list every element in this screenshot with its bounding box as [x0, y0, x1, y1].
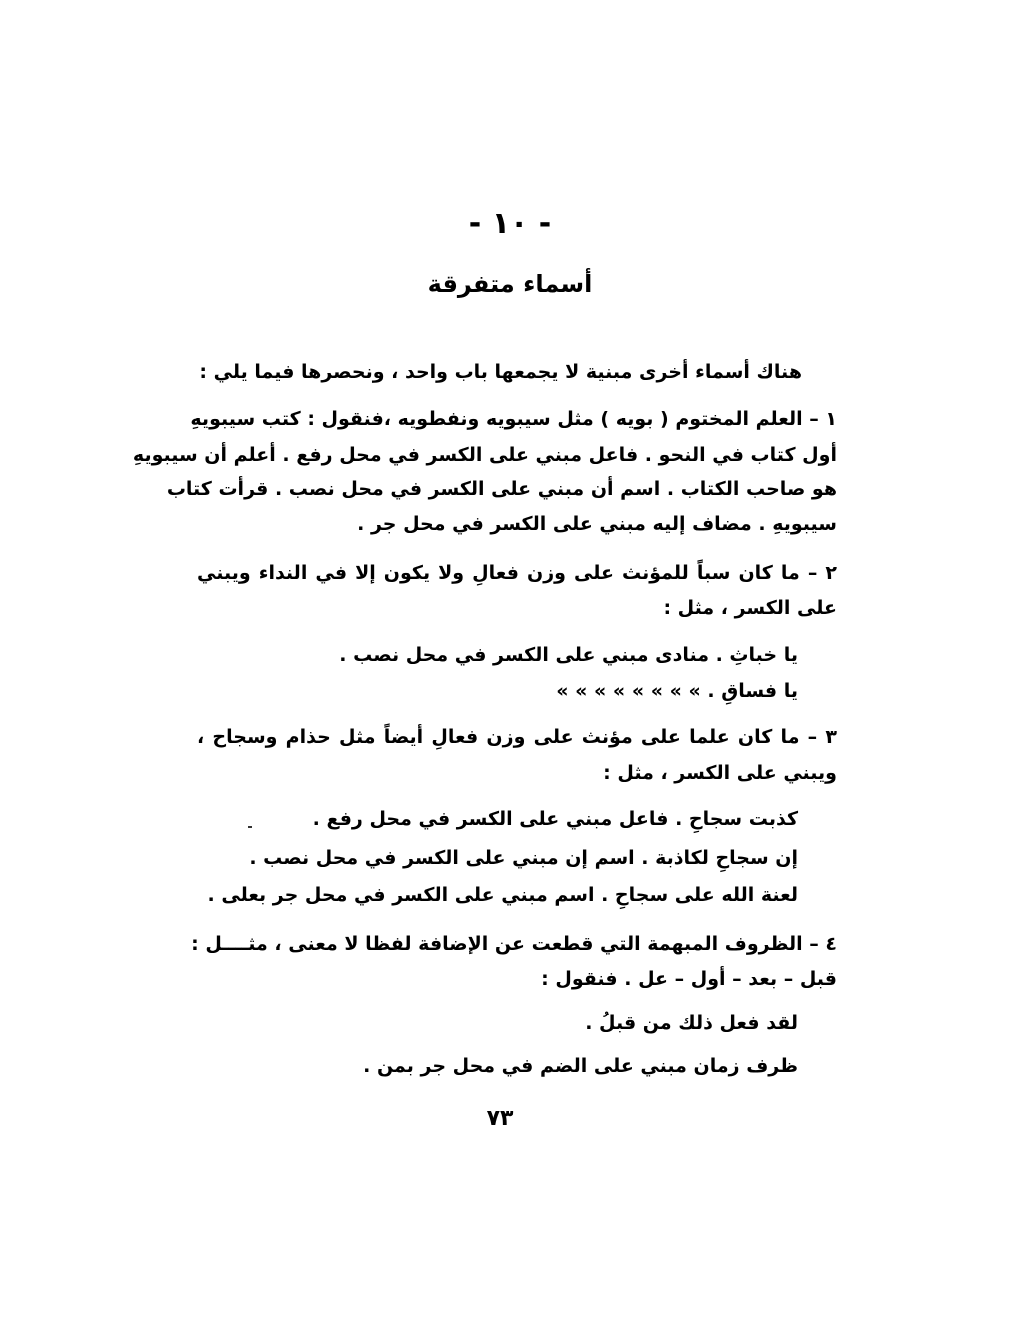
- section-3-example-1: كذبت سجاحِ . فاعل مبني على الكسر في محل رفع .: [312, 808, 798, 830]
- scan-artifact: [248, 826, 252, 828]
- section-2-line-2: على الكسر ، مثل :: [663, 597, 837, 619]
- section-3-example-3: لعنة الله على سجاحِ . اسم مبني على الكسر في محل جر بعلى .: [207, 884, 798, 906]
- section-3-example-2: إن سجاحِ لكاذبة . اسم إن مبني على الكسر في محل نصب .: [249, 847, 798, 869]
- section-4-line-1: ٤ – الظروف المبهمة التي قطعت عن الإضافة لفظا لا معنى ، مثــــل :: [191, 933, 837, 955]
- section-2-example-2: يا فساقِ . » » » » » » » »: [556, 680, 798, 702]
- intro-paragraph: هناك أسماء أخرى مبنية لا يجمعها باب واحد ، ونحصرها فيما يلي :: [199, 361, 802, 383]
- section-2-line-1: ٢ – ما كان سباً للمؤنث على وزن فعالِ ولا يكون إلا في النداء ويبني: [197, 562, 837, 584]
- section-1-line-1: ١ – العلم المختوم ( بويه ) مثل سيبويه ونفطويه ،فنقول : كتب سيبويهِ: [190, 408, 837, 430]
- page-number: ٧٣: [486, 1106, 514, 1131]
- section-3-line-1: ٣ – ما كان علما على مؤنث على وزن فعالِ أيضاً مثل حذام وسجاح ،: [197, 726, 837, 748]
- section-2-example-1: يا خباثِ . منادى مبني على الكسر في محل نصب .: [339, 644, 798, 666]
- section-1-line-2: أول كتاب في النحو . فاعل مبني على الكسر في محل رفع . أعلم أن سيبويهِ: [132, 444, 837, 466]
- section-4-example-1: لقد فعل ذلك من قبلُ .: [585, 1012, 798, 1034]
- section-3-line-2: ويبني على الكسر ، مثل :: [603, 762, 837, 784]
- section-4-line-2: قبل – بعد – أول – عل . فنقول :: [541, 968, 837, 990]
- section-1-line-4: سيبويهِ . مضاف إليه مبني على الكسر في محل جر .: [357, 513, 837, 535]
- chapter-title: أسماء متفرقة: [427, 270, 593, 298]
- chapter-number: - ١٠ -: [468, 206, 552, 241]
- section-1-line-3: هو صاحب الكتاب . اسم أن مبني على الكسر في محل نصب . قرأت كتاب: [166, 478, 837, 500]
- section-4-example-2: ظرف زمان مبني على الضم في محل جر بمن .: [363, 1055, 798, 1077]
